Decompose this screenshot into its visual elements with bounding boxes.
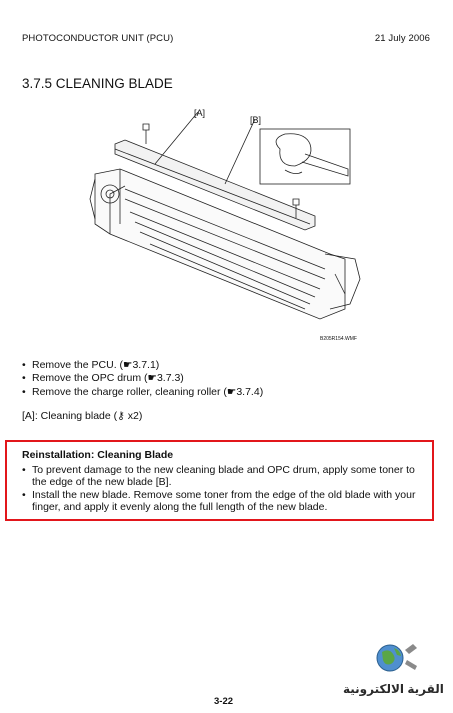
note-title: Reinstallation: Cleaning Blade [22, 449, 174, 461]
note-list [22, 464, 427, 513]
reinstallation-note [5, 440, 434, 521]
list-item: • Remove the PCU. (☛3.7.1) [22, 359, 263, 372]
list-item: • Remove the charge roller, cleaning roller (☛3.7.4) [22, 386, 263, 399]
cleaning-blade-diagram [80, 104, 380, 346]
list-item: • To prevent damage to the new cleaning blade and OPC drum, apply some toner to the edge of the new blade [B]. [22, 464, 427, 489]
section-title: 3.7.5 CLEANING BLADE [22, 76, 173, 91]
page-number: 3-22 [214, 696, 234, 707]
diagram-label-b: [B] [250, 115, 262, 125]
running-header-section: PHOTOCONDUCTOR UNIT (PCU) [22, 33, 174, 44]
diagram-label-a: [A] [194, 108, 206, 118]
list-item: • Install the new blade. Remove some toner from the edge of the old blade with your finger, and apply it evenly along the full length of the new blade. [22, 489, 427, 514]
removal-steps [22, 359, 263, 399]
figure-code: B205R154.WMF [320, 336, 357, 342]
list-item: • Remove the OPC drum (☛3.7.3) [22, 372, 263, 385]
watermark-text: القرية الالكترونية [343, 682, 444, 696]
part-callout: [A]: Cleaning blade (⚷ x2) [22, 410, 143, 422]
running-header-date: 21 July 2006 [374, 33, 430, 44]
